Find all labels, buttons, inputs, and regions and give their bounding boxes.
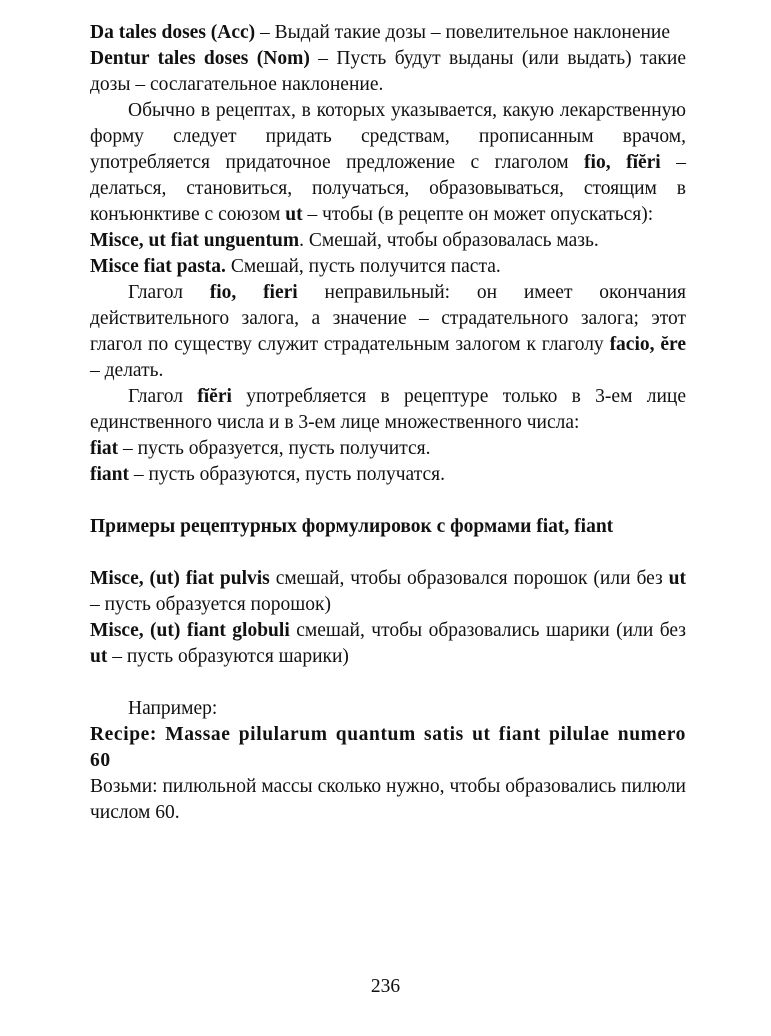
- example-globuli: [90, 618, 686, 670]
- definition-text: – Пусть будут выданы (или выдать) такие дозы – сослагательное наклонение.: [90, 48, 686, 95]
- definition-dentur-tales-doses: [90, 46, 686, 98]
- example-translation: – пусть образуются шарики): [107, 646, 349, 667]
- latin-term: Misce, ut fiat unguentum: [90, 230, 300, 251]
- page-body: [90, 20, 686, 826]
- latin-term: Misce, (ut) fiat pulvis: [90, 568, 270, 589]
- paragraph-text: неправильный: он имеет окончания действительного залога, а значение – страдательного залога; этот глагол по существу служит страдательным залогом к глаголу: [90, 282, 686, 355]
- latin-term: fĭĕri: [197, 386, 232, 407]
- latin-term: facio, ĕre: [609, 334, 686, 355]
- recipe-latin: Recipe: Massae pilularum quantum satis ut fiant pilulae numero 60: [90, 724, 686, 771]
- paragraph-text: Обычно в рецептах, в которых указывается, какую лекарственную форму следует придать средствам, прописанным врачом, употребляется придаточное предложение с глаголом: [90, 100, 686, 173]
- latin-term: Da tales doses (Acc): [90, 22, 256, 43]
- latin-term: ut: [285, 204, 303, 225]
- definition-da-tales-doses: [90, 20, 686, 46]
- example-translation: . Смешай, чтобы образовалась мазь.: [299, 230, 599, 251]
- definition-text: – Выдай такие дозы – повелительное наклонение: [255, 22, 671, 43]
- definition-fiat: [90, 436, 686, 462]
- definition-fiant: [90, 462, 686, 488]
- paragraph-text: – делать.: [90, 360, 164, 381]
- latin-term: fio, fieri: [209, 282, 298, 303]
- example-pasta: [90, 254, 686, 280]
- section-heading: Примеры рецептурных формулировок с формами fiat, fiant: [90, 516, 614, 537]
- paragraph-text: Глагол: [128, 386, 198, 407]
- page-number: 236: [370, 976, 401, 997]
- example-unguentum: [90, 228, 686, 254]
- example-translation: смешай, чтобы образовались шарики (или без: [289, 620, 686, 641]
- paragraph-fio-fieri: [90, 98, 686, 228]
- latin-term: fiant: [90, 464, 129, 485]
- latin-term: Misce fiat pasta.: [90, 256, 226, 277]
- latin-term: ut: [668, 568, 686, 589]
- paragraph-text: употребляется в рецептуре только в 3-ем лице единственного числа и в 3-ем лице множественного числа:: [90, 386, 686, 433]
- latin-term: fio, fĭĕri: [584, 152, 661, 173]
- example-translation: – пусть образуется порошок): [90, 594, 331, 615]
- recipe-translation: Возьми: пилюльной массы сколько нужно, чтобы образовались пилюли числом 60.: [90, 776, 686, 823]
- definition-text: – пусть образуются, пусть получатся.: [129, 464, 445, 485]
- paragraph-text: – чтобы (в рецепте он может опускаться):: [302, 204, 654, 225]
- paragraph-fieri-usage: [90, 384, 686, 436]
- example-label: Например:: [128, 698, 218, 719]
- example-translation: смешай, чтобы образовался порошок (или без: [269, 568, 669, 589]
- paragraph-irregular-verb: [90, 280, 686, 384]
- example-pulvis: [90, 566, 686, 618]
- latin-term: Misce, (ut) fiant globuli: [90, 620, 290, 641]
- paragraph-text: Глагол: [128, 282, 210, 303]
- paragraph-text: – делаться, становиться, получаться, образовываться, стоящим в конъюнктиве с союзом: [90, 152, 686, 225]
- latin-term: ut: [90, 646, 108, 667]
- latin-term: fiat: [90, 438, 119, 459]
- example-translation: Смешай, пусть получится паста.: [225, 256, 501, 277]
- definition-text: – пусть образуется, пусть получится.: [118, 438, 431, 459]
- latin-term: Dentur tales doses (Nom): [90, 48, 310, 69]
